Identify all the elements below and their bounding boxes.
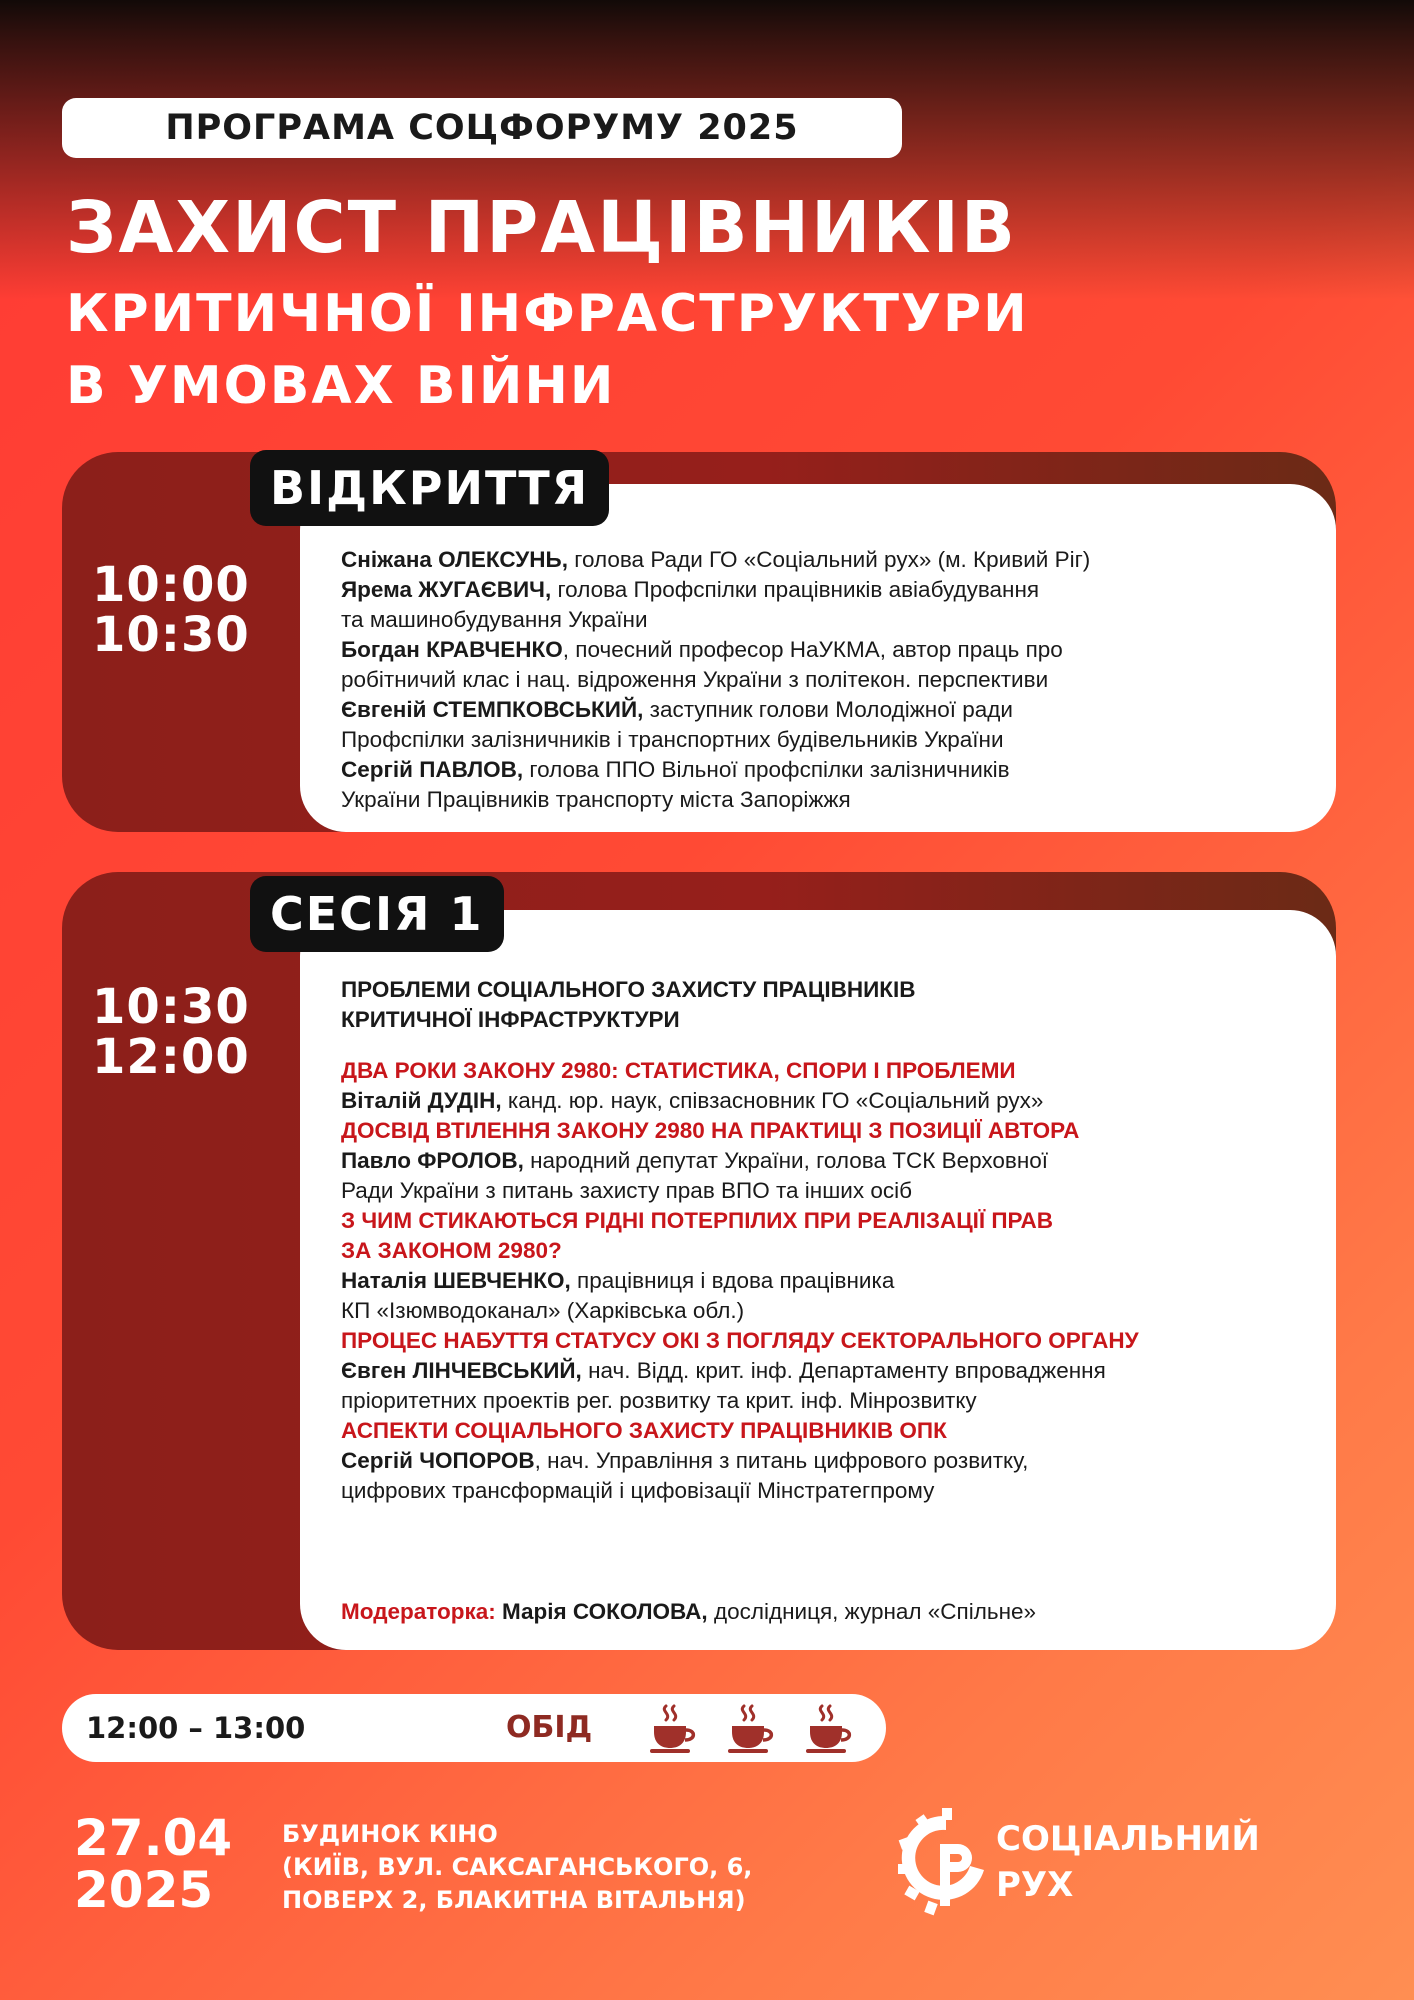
opening-tag: ВІДКРИТТЯ bbox=[250, 450, 609, 526]
org-name-line: СОЦІАЛЬНИЙ bbox=[996, 1819, 1260, 1859]
session1-topic-line: КРИТИЧНОЇ ІНФРАСТРУКТУРИ bbox=[341, 1007, 680, 1032]
title-line-2: КРИТИЧНОЇ ІНФРАСТРУКТУРИ bbox=[66, 284, 1029, 344]
agenda-line: пріоритетних проектів рег. розвитку та крит. інф. Мінрозвитку bbox=[341, 1388, 977, 1413]
opening-time-end: 10:30 bbox=[92, 607, 250, 663]
session1-time-end: 12:00 bbox=[92, 1029, 250, 1085]
social-movement-logo-icon bbox=[896, 1808, 996, 1916]
speaker-line: та машинобудування України bbox=[341, 607, 648, 632]
session1-topic bbox=[341, 975, 1321, 1035]
org-name bbox=[996, 1816, 1260, 1908]
agenda-line: Сергій ЧОПОРОВ, нач. Управління з питань цифрового розвитку, bbox=[341, 1448, 1029, 1473]
event-date-day: 27.04 bbox=[74, 1809, 233, 1867]
agenda-line: цифрових трансформацій і цифовізації Мінстратегпрому bbox=[341, 1478, 935, 1503]
speaker-line: Сергій ПАВЛОВ, голова ППО Вільної профспілки залізничників bbox=[341, 757, 1010, 782]
agenda-line: Віталій ДУДІН, канд. юр. наук, співзасновник ГО «Соціальний рух» bbox=[341, 1088, 1044, 1113]
coffee-cup-icon bbox=[724, 1702, 778, 1756]
speaker-line: Євгеній СТЕМПКОВСЬКИЙ, заступник голови Молодіжної ради bbox=[341, 697, 1013, 722]
agenda-line: КП «Ізюмводоканал» (Харківська обл.) bbox=[341, 1298, 745, 1323]
title-line-1: ЗАХИСТ ПРАЦІВНИКІВ bbox=[66, 186, 1018, 269]
opening-speakers bbox=[341, 545, 1321, 815]
coffee-cup-icon bbox=[646, 1702, 700, 1756]
opening-time bbox=[92, 557, 250, 663]
event-venue bbox=[282, 1818, 752, 1917]
moderator-role: дослідниця, журнал «Спільне» bbox=[707, 1599, 1037, 1624]
agenda-line: Наталія ШЕВЧЕНКО, працівниця і вдова працівника bbox=[341, 1268, 895, 1293]
event-date bbox=[74, 1809, 233, 1919]
event-date-year: 2025 bbox=[74, 1861, 214, 1919]
agenda-line: ПРОЦЕС НАБУТТЯ СТАТУСУ ОКІ З ПОГЛЯДУ СЕКТОРАЛЬНОГО ОРГАНУ bbox=[341, 1328, 1139, 1353]
agenda-line: Павло ФРОЛОВ, народний депутат України, голова ТСК Верховної bbox=[341, 1148, 1049, 1173]
agenda-line: Ради України з питань захисту прав ВПО та інших осіб bbox=[341, 1178, 912, 1203]
speaker-line: Ярема ЖУГАЄВИЧ, голова Профспілки працівників авіабудування bbox=[341, 577, 1040, 602]
venue-line: (КИЇВ, ВУЛ. САКСАГАНСЬКОГО, 6, bbox=[282, 1853, 753, 1881]
lunch-label: ОБІД bbox=[506, 1710, 593, 1745]
moderator-label: Модераторка: bbox=[341, 1599, 496, 1624]
agenda-line: ДВА РОКИ ЗАКОНУ 2980: СТАТИСТИКА, СПОРИ І ПРОБЛЕМИ bbox=[341, 1058, 1016, 1083]
session1-time-start: 10:30 bbox=[92, 979, 250, 1035]
speaker-line: Сніжана ОЛЕКСУНЬ, голова Ради ГО «Соціальний рух» (м. Кривий Ріг) bbox=[341, 547, 1091, 572]
coffee-cup-icon bbox=[802, 1702, 856, 1756]
agenda-line: З ЧИМ СТИКАЮТЬСЯ РІДНІ ПОТЕРПІЛИХ ПРИ РЕАЛІЗАЦІЇ ПРАВ bbox=[341, 1208, 1054, 1233]
session1-tag: СЕСІЯ 1 bbox=[250, 876, 504, 952]
speaker-line: Богдан КРАВЧЕНКО, почесний професор НаУКМА, автор праць про bbox=[341, 637, 1063, 662]
speaker-line: робітничий клас і нац. відроження України з політекон. перспективи bbox=[341, 667, 1049, 692]
title-line-3: В УМОВАХ ВІЙНИ bbox=[66, 356, 616, 416]
program-label: ПРОГРАМА СОЦФОРУМУ 2025 bbox=[62, 98, 902, 158]
agenda-line: АСПЕКТИ СОЦІАЛЬНОГО ЗАХИСТУ ПРАЦІВНИКІВ ОПК bbox=[341, 1418, 947, 1443]
session1-topic-line: ПРОБЛЕМИ СОЦІАЛЬНОГО ЗАХИСТУ ПРАЦІВНИКІВ bbox=[341, 977, 916, 1002]
venue-line: БУДИНОК КІНО bbox=[282, 1820, 498, 1848]
session1-agenda bbox=[341, 1056, 1321, 1506]
speaker-line: Профспілки залізничників і транспортних будівельників України bbox=[341, 727, 1004, 752]
moderator-line bbox=[341, 1597, 1321, 1627]
speaker-line: України Працівників транспорту міста Запоріжжя bbox=[341, 787, 851, 812]
moderator-name: Марія СОКОЛОВА, bbox=[502, 1599, 708, 1624]
agenda-line: ЗА ЗАКОНОМ 2980? bbox=[341, 1238, 562, 1263]
venue-line: ПОВЕРХ 2, БЛАКИТНА ВІТАЛЬНЯ) bbox=[282, 1886, 746, 1914]
session1-time bbox=[92, 979, 250, 1085]
agenda-line: Євген ЛІНЧЕВСЬКИЙ, нач. Відд. крит. інф. Департаменту впровадження bbox=[341, 1358, 1106, 1383]
agenda-line: ДОСВІД ВТІЛЕННЯ ЗАКОНУ 2980 НА ПРАКТИЦІ З ПОЗИЦІЇ АВТОРА bbox=[341, 1118, 1080, 1143]
lunch-time: 12:00 – 13:00 bbox=[86, 1711, 306, 1745]
opening-time-start: 10:00 bbox=[92, 557, 250, 613]
org-name-line: РУХ bbox=[996, 1865, 1074, 1905]
